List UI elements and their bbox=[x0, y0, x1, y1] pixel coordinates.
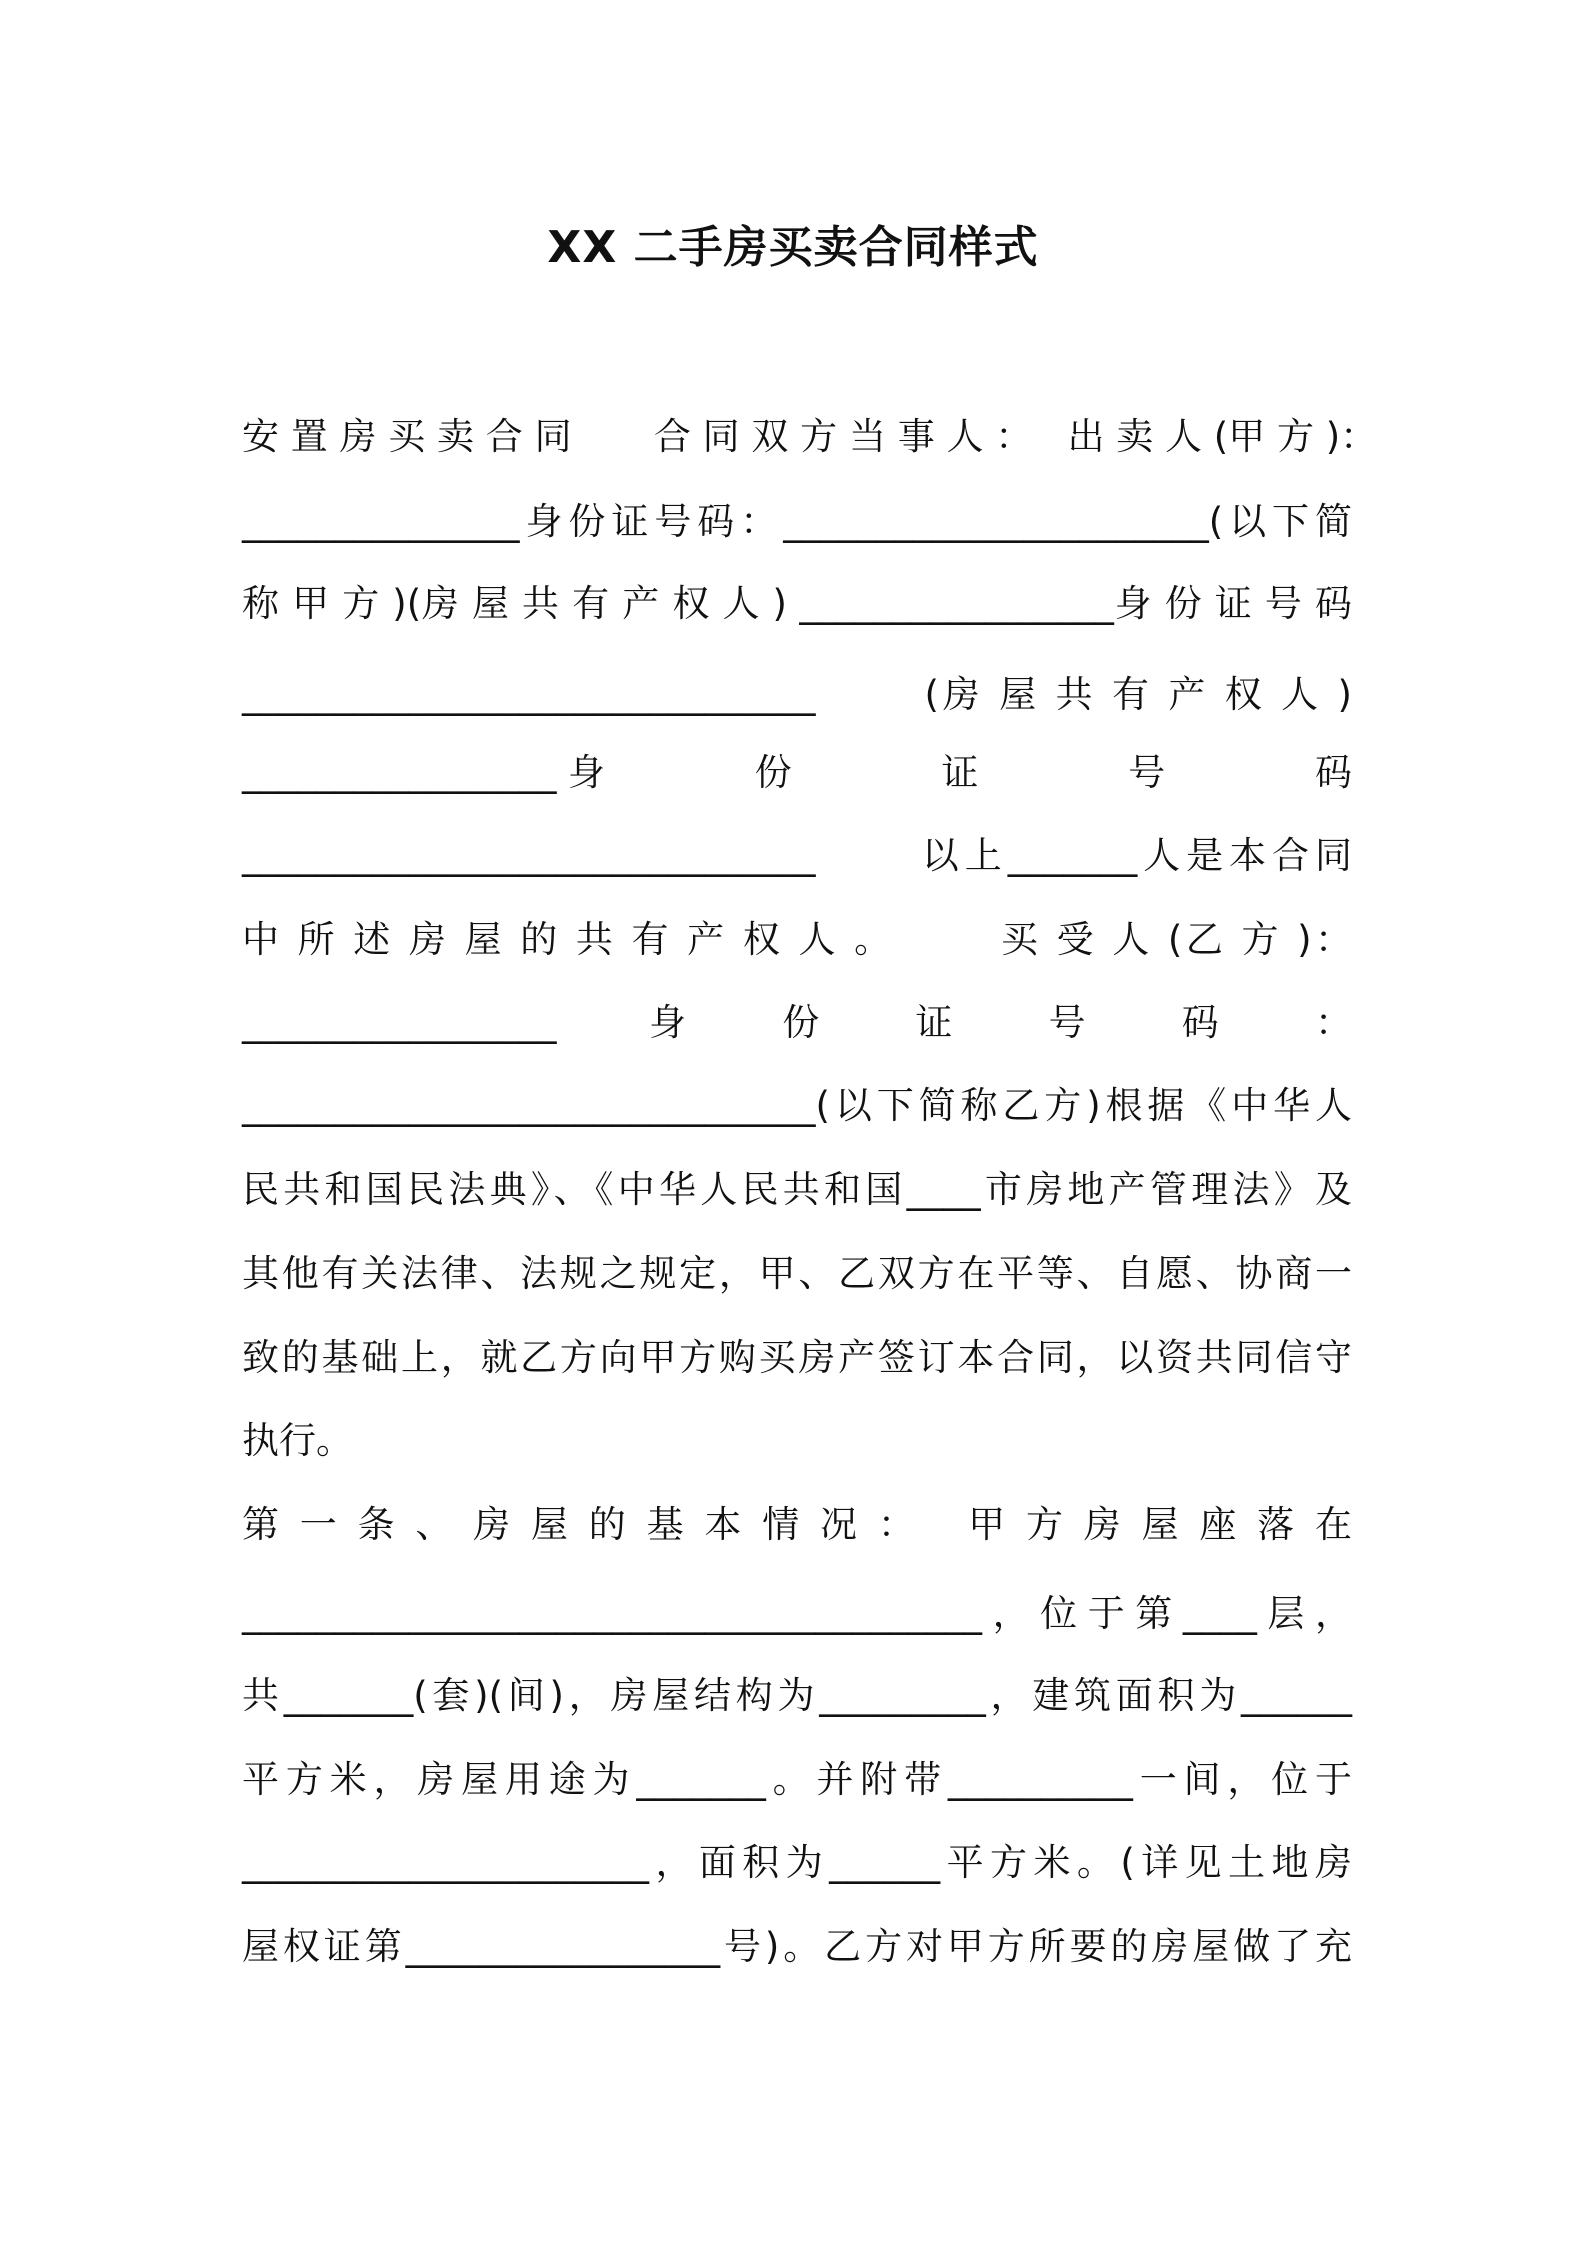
text-line-3: 称 甲 方 )(房 屋 共 有 产 权 人 ) _________________身 份 证 号 码 bbox=[242, 582, 1352, 625]
text-line-18: ______________________，面积为______平方米。(详见土地房 bbox=[242, 1841, 1352, 1884]
text-line-8: _________________ 身 份 证 号 码 ： bbox=[242, 1001, 1352, 1044]
text-line-2: _______________身份证号码：_______________________(以下简 bbox=[242, 500, 1352, 543]
text-line-1: 安 置 房 买 卖 合 同 合 同 双 方 当 事 人 ： 出 卖 人 (甲 方 )： bbox=[242, 415, 1378, 458]
document-title: XX 二手房买卖合同样式 bbox=[547, 222, 1039, 273]
text-line-6: _______________________________ 以上_______人是本合同 bbox=[242, 834, 1352, 877]
text-line-19: 屋权证第_________________号)。乙方对甲方所要的房屋做了充 bbox=[242, 1925, 1352, 1968]
text-line-7: 中 所 述 房 屋 的 共 有 产 权 人 。 买 受 人 (乙 方 )： bbox=[242, 918, 1352, 961]
text-line-14: 第 一 条 、 房 屋 的 基 本 情 况 ： 甲 方 房 屋 座 落 在 bbox=[242, 1503, 1352, 1546]
text-line-4: _______________________________ (房 屋 共 有 产 权 人 ) bbox=[242, 673, 1352, 716]
text-line-10: 民共和国民法典》、《中华人民共和国____市房地产管理法》及 bbox=[242, 1168, 1352, 1211]
text-line-9: _______________________________(以下简称乙方)根据《中华人 bbox=[242, 1084, 1352, 1127]
text-line-11: 其他有关法律、法规之规定，甲、乙双方在平等、自愿、协商一 bbox=[242, 1252, 1352, 1295]
text-line-16: 共_______(套)(间)，房屋结构为_________，建筑面积为______ bbox=[242, 1674, 1352, 1717]
text-line-17: 平方米，房屋用途为_______。并附带__________一间，位于 bbox=[242, 1758, 1352, 1801]
text-line-15: ________________________________________，位于第____层， bbox=[242, 1592, 1352, 1635]
text-line-5: _________________身 份 证 号 码 bbox=[242, 751, 1352, 794]
text-line-12: 致的基础上，就乙方向甲方购买房产签订本合同，以资共同信守 bbox=[242, 1336, 1352, 1379]
text-line-13: 执行。 bbox=[242, 1419, 353, 1462]
